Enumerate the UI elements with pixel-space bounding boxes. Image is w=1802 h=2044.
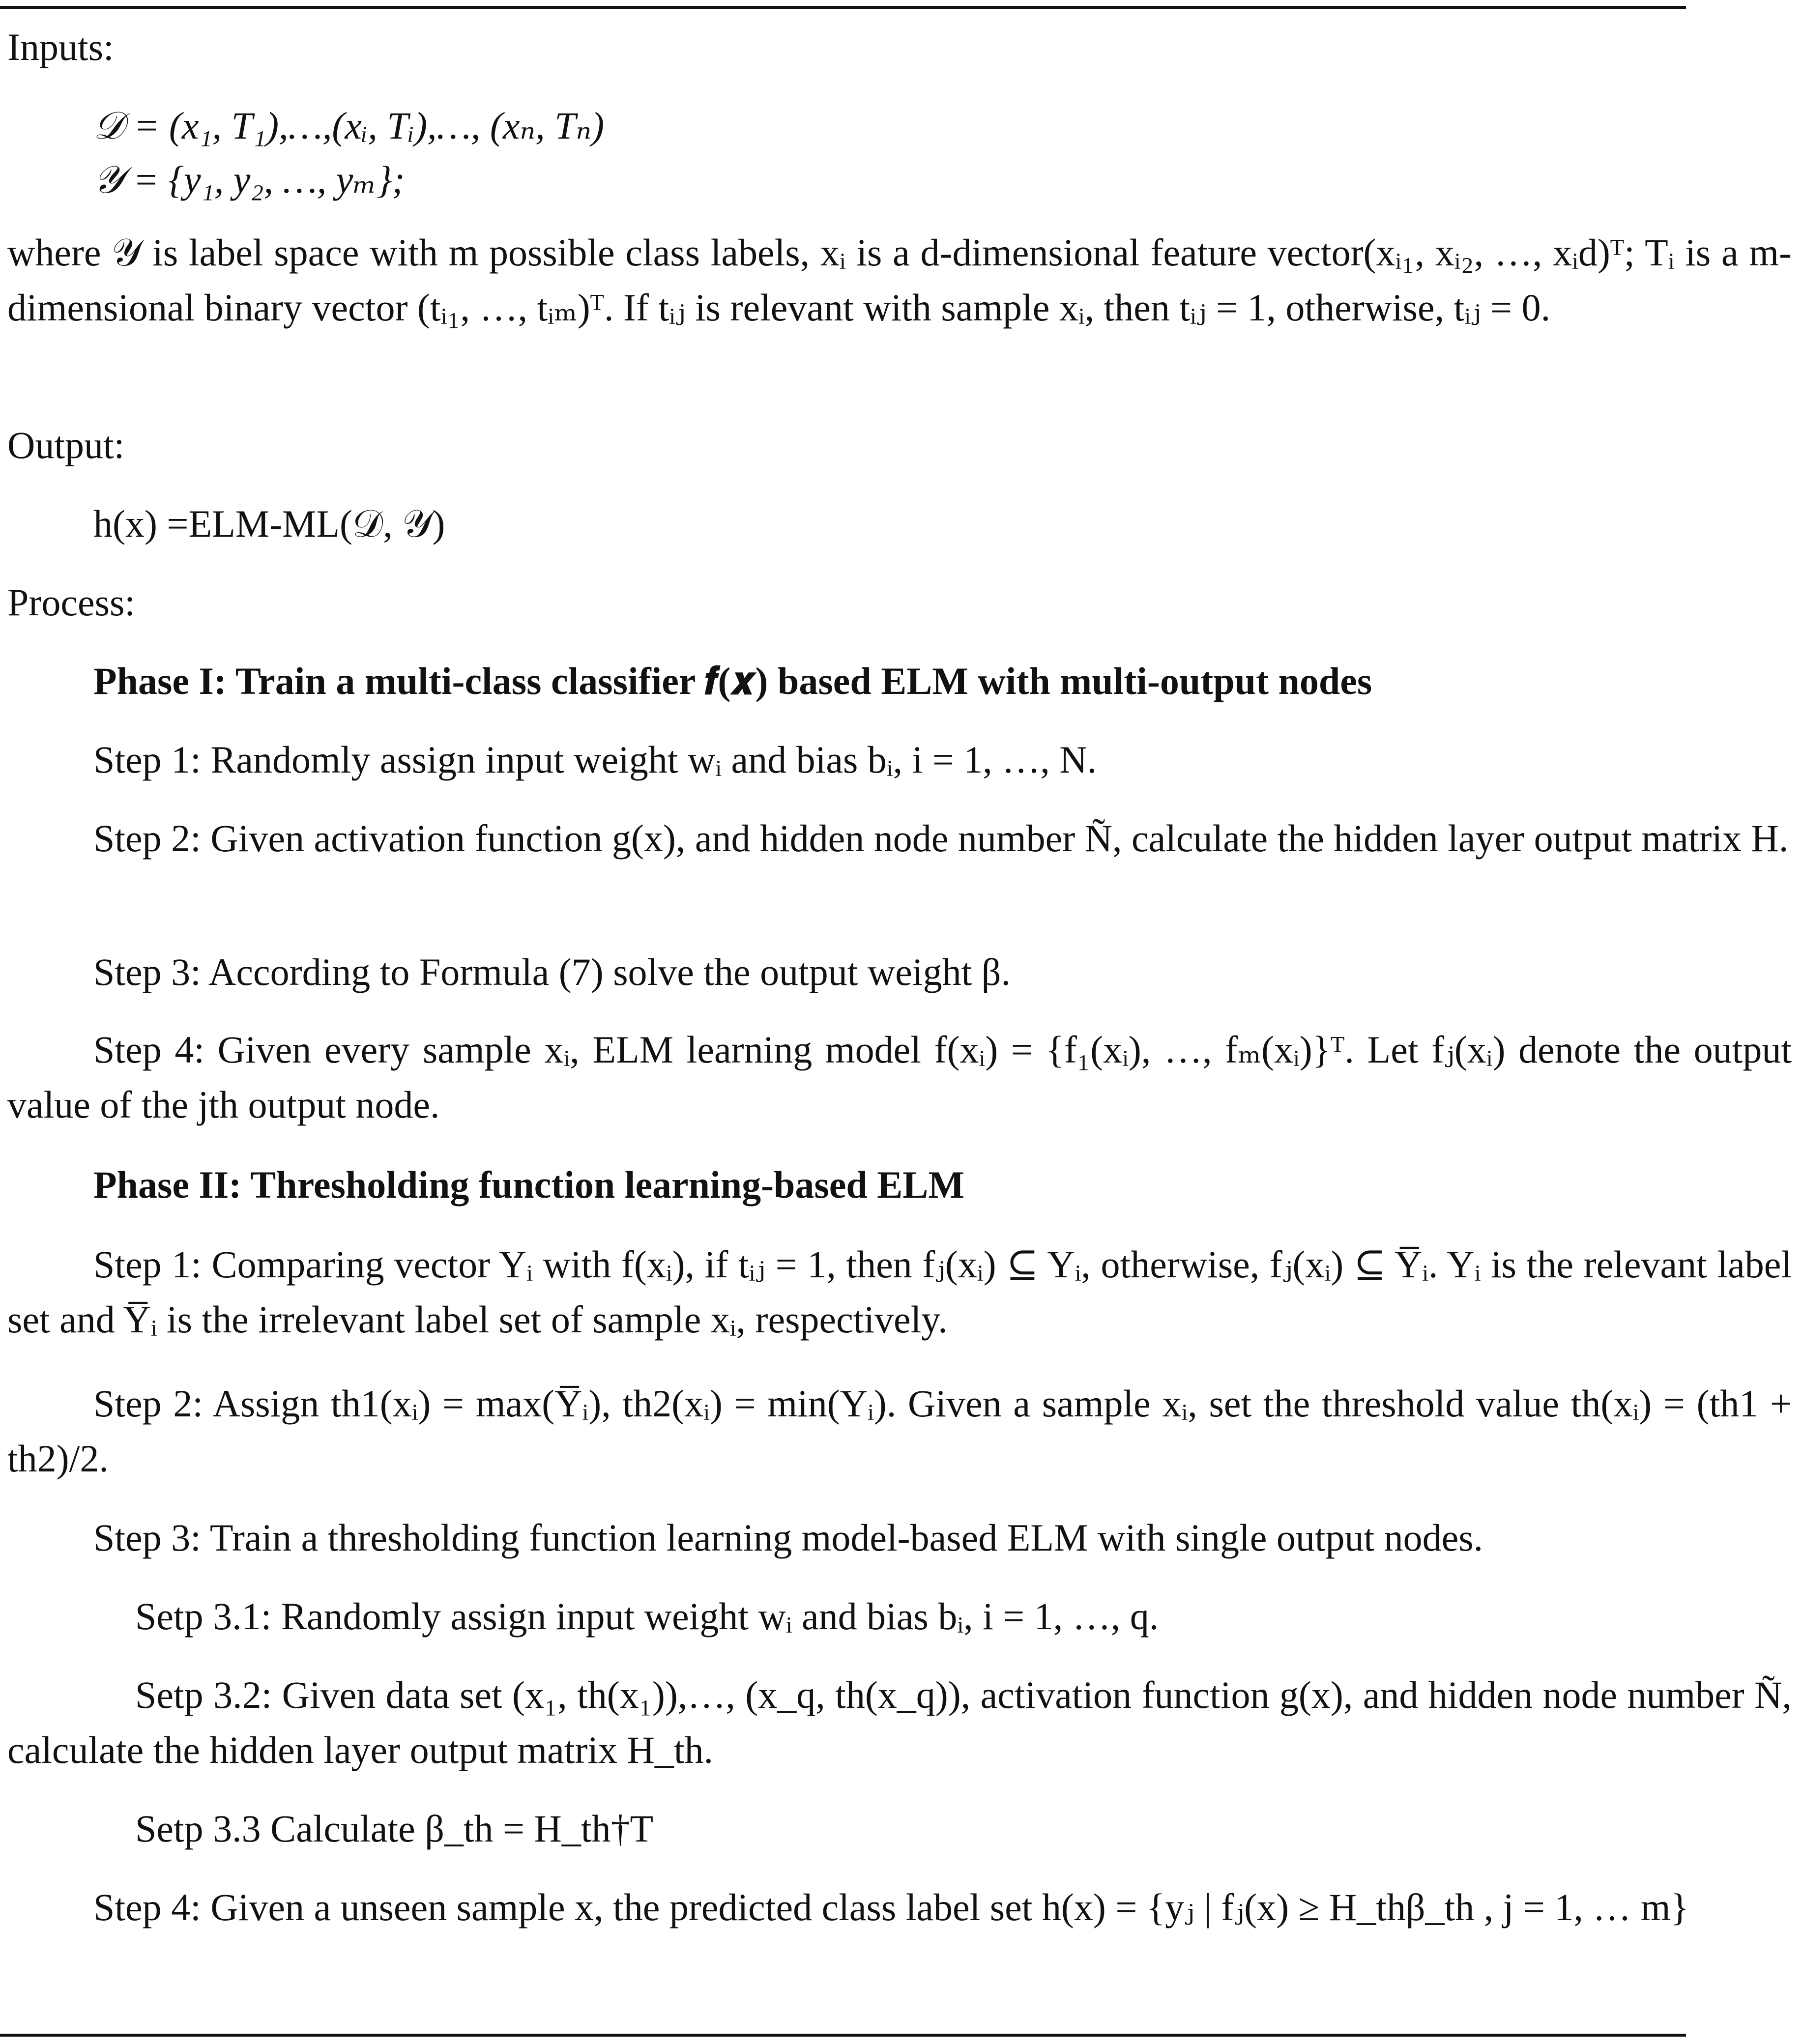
- process-heading: Process:: [7, 581, 135, 624]
- phase1-step1: Step 1: Randomly assign input weight wᵢ and bias bᵢ, i = 1, …, N.: [93, 738, 1097, 781]
- phase2-step1: Step 1: Comparing vector Yᵢ with f(xᵢ), if tᵢⱼ = 1, then fⱼ(xᵢ) ⊆ Yᵢ, otherwise, fⱼ(xᵢ) ⊆ Y̅ᵢ. Yᵢ is the relevant label set and Y̅ᵢ is the irrelevant label set of sample xᵢ, respectively.: [7, 1243, 1792, 1341]
- phase2-step2: Step 2: Assign th1(xᵢ) = max(Y̅ᵢ), th2(xᵢ) = min(Yᵢ). Given a sample xᵢ, set the threshold value th(xᵢ) = (th1 + th2)/2.: [7, 1382, 1792, 1480]
- phase2-step3-1: Setp 3.1: Randomly assign input weight wᵢ and bias bᵢ, i = 1, …, q.: [135, 1595, 1159, 1638]
- phase2-step3-3: Setp 3.3 Calculate β_th = H_th†T: [135, 1807, 654, 1850]
- dataset-formula: 𝒟 = (x₁, T₁),…,(xᵢ, Tᵢ),…, (xₙ, Tₙ): [93, 104, 605, 147]
- output-formula: h(x) =ELM-ML(𝒟, 𝒴): [93, 502, 445, 545]
- inputs-heading: Inputs:: [7, 26, 114, 68]
- top-rule: [0, 6, 1686, 9]
- phase1-title: Phase I: Train a multi-class classifier 𝒇(𝒙) based ELM with multi-output nodes: [93, 660, 1372, 702]
- label-space-formula: 𝒴 = {y₁, y₂, …, yₘ};: [93, 158, 405, 201]
- phase2-title: Phase II: Thresholding function learning-based ELM: [93, 1163, 964, 1206]
- phase2-step3: Step 3: Train a thresholding function learning model-based ELM with single output nodes.: [93, 1516, 1483, 1559]
- bottom-rule: [0, 2034, 1686, 2037]
- phase1-step2: Step 2: Given activation function g(x), and hidden node number Ñ, calculate the hidden layer output matrix H.: [93, 817, 1789, 860]
- inputs-description: where 𝒴 is label space with m possible class labels, xᵢ is a d-dimensional feature vector(xᵢ₁, xᵢ₂, …, xᵢd)ᵀ; Tᵢ is a m-dimensional binary vector (tᵢ₁, …, tᵢₘ)ᵀ. If tᵢⱼ is relevant with sample xᵢ, then tᵢⱼ = 1, otherwise, tᵢⱼ = 0.: [7, 231, 1792, 329]
- phase2-step4: Step 4: Given a unseen sample x, the predicted class label set h(x) = {yⱼ | fⱼ(x) ≥ H_thβ_th , j = 1, … m}: [93, 1886, 1689, 1929]
- phase1-step3: Step 3: According to Formula (7) solve the output weight β.: [93, 950, 1011, 993]
- phase1-step4: Step 4: Given every sample xᵢ, ELM learning model f(xᵢ) = {f₁(xᵢ), …, fₘ(xᵢ)}ᵀ. Let fⱼ(xᵢ) denote the output value of the jth output node.: [7, 1028, 1792, 1126]
- output-heading: Output:: [7, 424, 125, 466]
- phase2-step3-2: Setp 3.2: Given data set (x₁, th(x₁)),…, (x_q, th(x_q)), activation function g(x), and hidden node number Ñ, calculate the hidden layer output matrix H_th.: [7, 1673, 1792, 1771]
